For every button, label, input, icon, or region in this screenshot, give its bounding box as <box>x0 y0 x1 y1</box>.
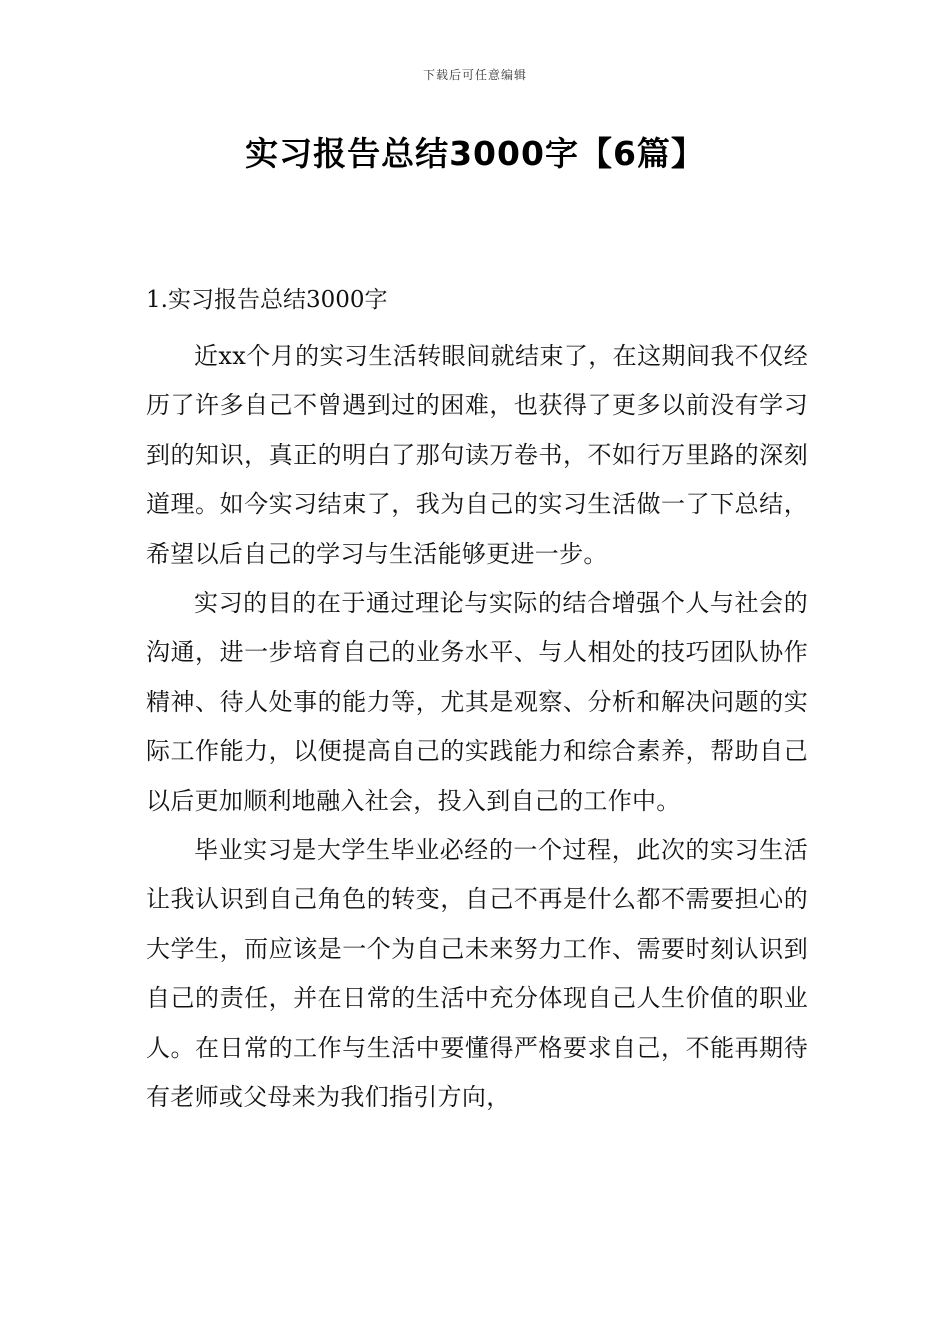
document-body <box>146 282 808 1123</box>
section-heading: 1.实习报告总结3000字 <box>146 287 388 313</box>
document-title: 实习报告总结3000字【6篇】 <box>245 134 705 173</box>
paragraph-2: 实习的目的在于通过理论与实际的结合增强个人与社会的沟通，进一步培育自己的业务水平、与人相处的技巧团队协作精神、待人处事的能力等，尤其是观察、分析和解决问题的实际工作能力，以便提高自己的实践能力和综合素养，帮助自己以后更加顺利地融入社会，投入到自己的工作中。 <box>146 589 808 815</box>
paragraph-1: 近xx个月的实习生活转眼间就结束了，在这期间我不仅经历了许多自己不曾遇到过的困难，也获得了更多以前没有学习到的知识，真正的明白了那句读万卷书，不如行万里路的深刻道理。如今实习结束了，我为自己的实习生活做一了下总结，希望以后自己的学习与生活能够更进一步。 <box>146 342 808 568</box>
paragraph-3: 毕业实习是大学生毕业必经的一个过程，此次的实习生活让我认识到自己角色的转变，自己不再是什么都不需要担心的大学生，而应该是一个为自己未来努力工作、需要时刻认识到自己的责任，并在日常的生活中充分体现自己人生价值的职业人。在日常的工作与生活中要懂得严格要求自己，不能再期待有老师或父母来为我们指引方向， <box>146 836 808 1112</box>
header-note: 下载后可任意编辑 <box>422 68 527 82</box>
